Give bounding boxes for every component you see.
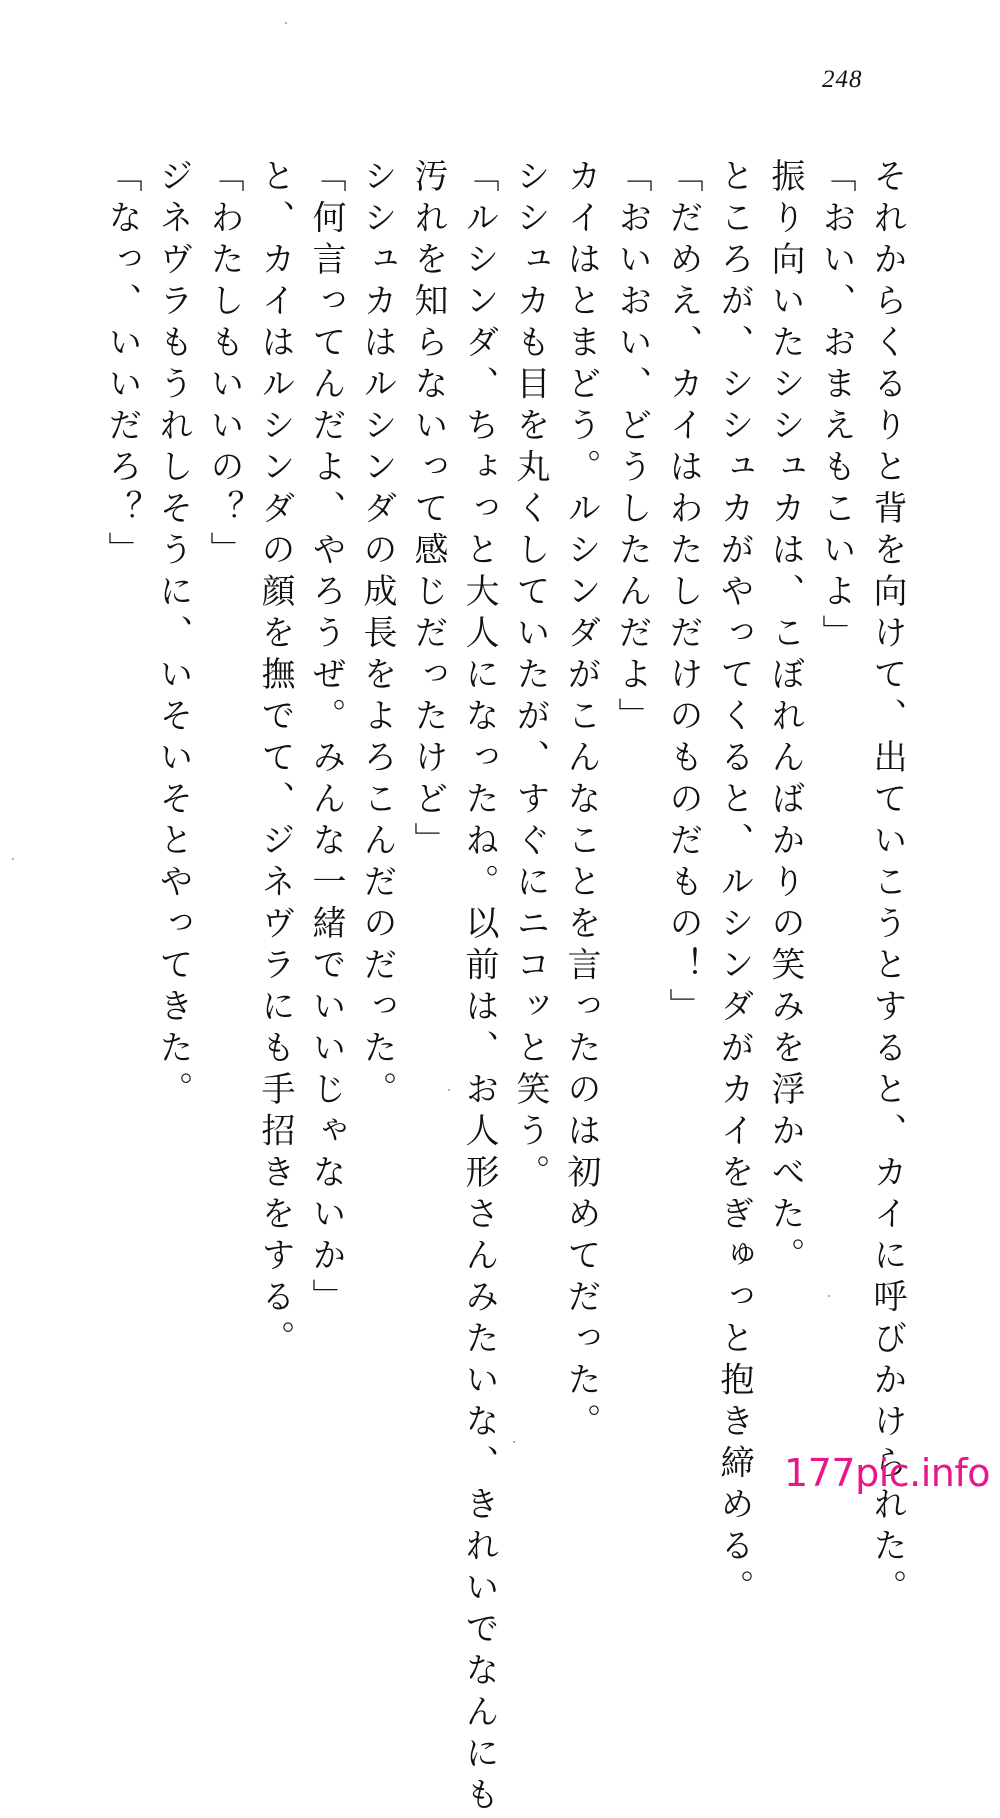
text-line: 「何言ってんだよ、やろうぜ。みんな一緒でいいじゃないか」 [306, 158, 346, 1320]
text-line: 「おい、おまえもこいよ」 [816, 158, 856, 656]
scan-speck [285, 22, 287, 24]
scan-speck [513, 1441, 515, 1443]
page-number: 248 [822, 66, 863, 93]
text-line: 「なっ、いいだろ？」 [102, 158, 142, 573]
text-line: ところが、シシュカがやってくると、ルシンダがカイをぎゅっと抱き締める。 [714, 158, 754, 1611]
text-line: シシュカも目を丸くしていたが、すぐにニコッと笑う。 [510, 158, 550, 1196]
watermark-text: 177pic.info [784, 1451, 990, 1495]
text-line: 「だめえ、カイはわたしだけのものだもの！」 [663, 158, 703, 1030]
text-line: 汚れを知らないって感じだったけど」 [408, 158, 448, 864]
text-line: 「わたしもいいの？」 [204, 158, 244, 573]
text-line: と、カイはルシンダの顔を撫でて、ジネヴラにも手招きをする。 [255, 158, 295, 1362]
text-line: シシュカはルシンダの成長をよろこんだのだった。 [357, 158, 397, 1113]
scan-speck [448, 1089, 450, 1091]
text-line: 振り向いたシシュカは、こぼれんばかりの笑みを浮かべた。 [765, 158, 805, 1279]
text-line: カイはとまどう。ルシンダがこんなことを言ったのは初めてだった。 [561, 158, 601, 1445]
text-line: 「おいおい、どうしたんだよ」 [612, 158, 652, 739]
scan-speck [12, 858, 14, 860]
text-line: 「ルシンダ、ちょっと大人になったね。以前は、お人形さんみたいな、きれいでなんにも [459, 158, 499, 1818]
text-line: ジネヴラもうれしそうに、いそいそとやってきた。 [153, 158, 193, 1113]
text-line: それからくるりと背を向けて、出ていこうとすると、カイに呼びかけられた。 [867, 158, 907, 1611]
scan-speck [828, 1295, 830, 1297]
